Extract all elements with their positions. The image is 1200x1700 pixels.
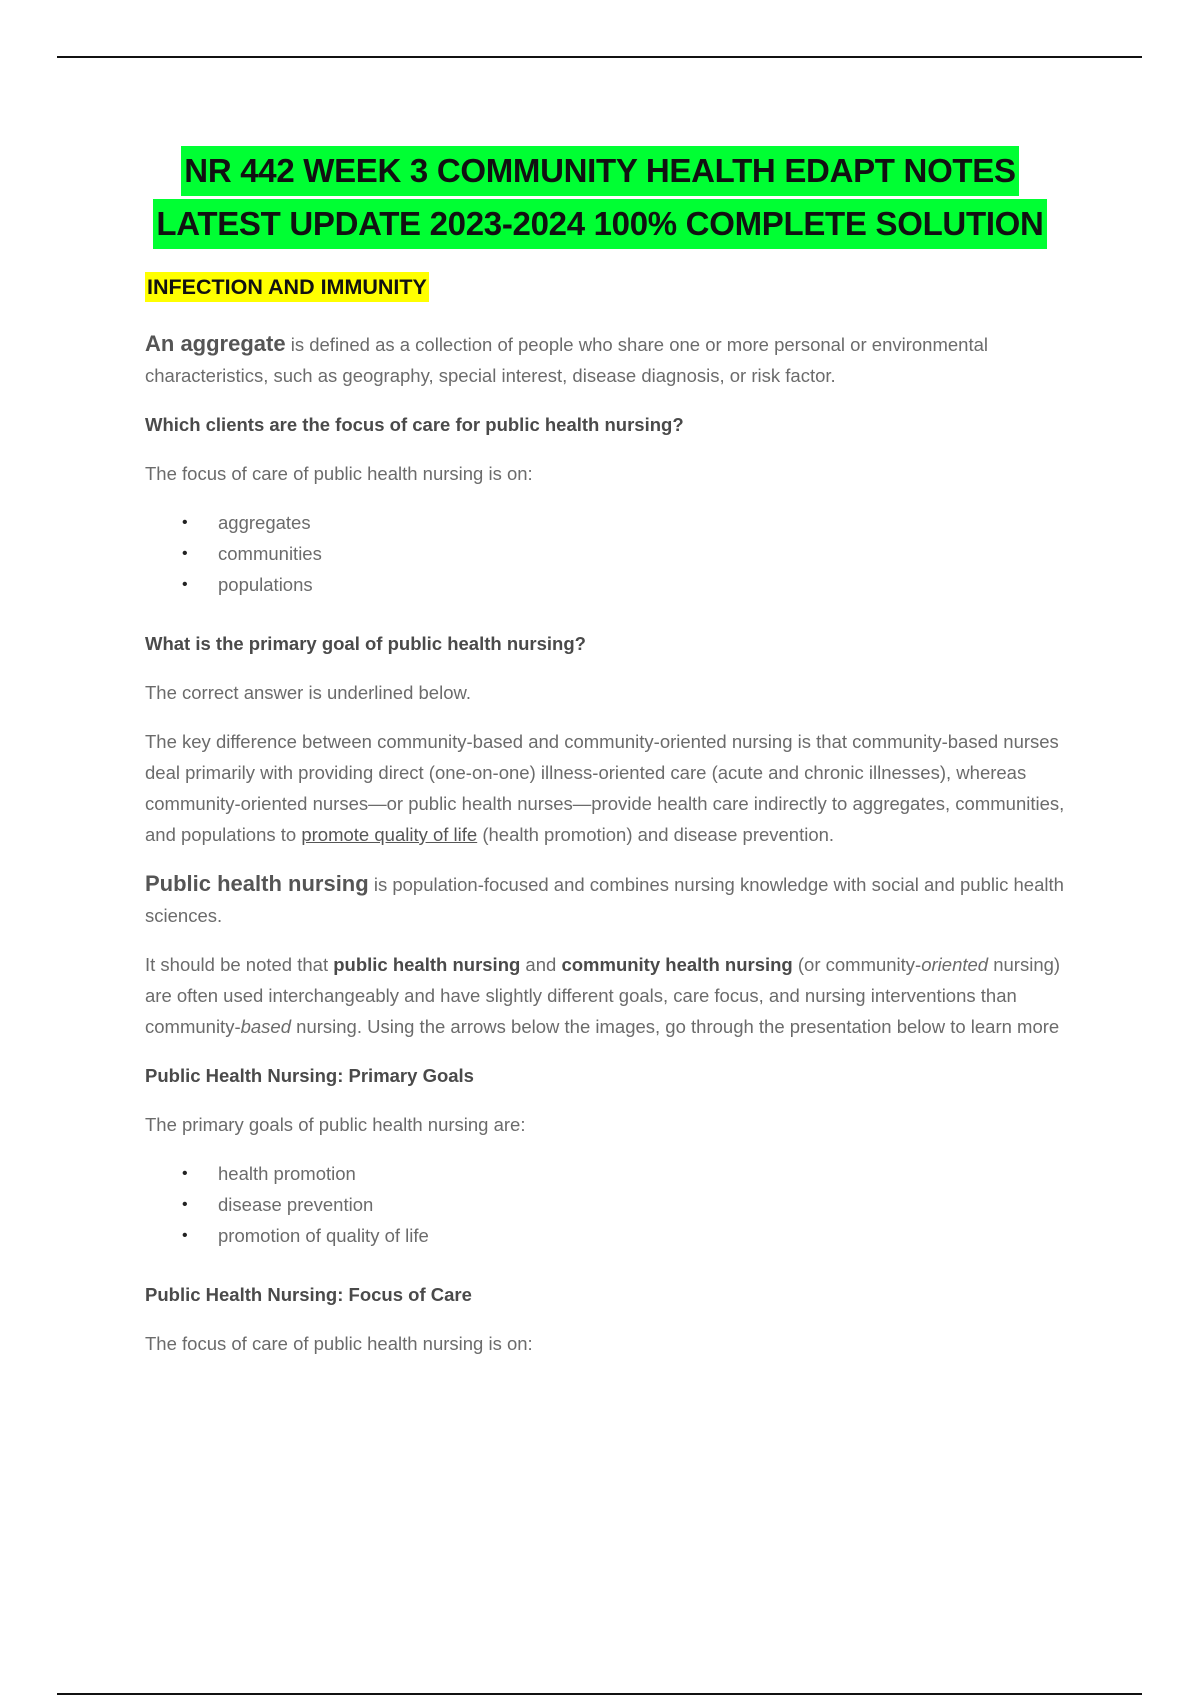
focus-of-care-heading: Public Health Nursing: Focus of Care [145, 1284, 472, 1305]
answer-note: The correct answer is underlined below. [145, 682, 471, 703]
question-primary-goal: What is the primary goal of public health nursing? [145, 633, 586, 654]
focus-intro: The focus of care of public health nursing is on: [145, 463, 533, 484]
section-heading: INFECTION AND IMMUNITY [145, 272, 429, 302]
list-item: • aggregates [182, 507, 1080, 538]
phn-definition: Public health nursing is population-focused and combines nursing knowledge with social and public health sciences. [145, 871, 1064, 926]
list-item: • health promotion [182, 1158, 1080, 1189]
list-item: • disease prevention [182, 1189, 1080, 1220]
aggregate-term: An aggregate [145, 331, 286, 356]
primary-goals-heading: Public Health Nursing: Primary Goals [145, 1065, 474, 1086]
aggregate-definition [145, 328, 1080, 391]
title-line-1: NR 442 WEEK 3 COMMUNITY HEALTH EDAPT NOTES [181, 146, 1018, 196]
interchange-paragraph: It should be noted that public health nursing and community health nursing (or community-oriented nursing) are often used interchangeably and have slightly different goals, care focus, and nursing interventions than community-based nursing. Using the arrows below the images, go through the presentation below to learn more [145, 954, 1061, 1037]
list-item: • communities [182, 538, 1080, 569]
phn-term: Public health nursing [145, 871, 369, 896]
title-line-2: LATEST UPDATE 2023-2024 100% COMPLETE SOLUTION [153, 199, 1046, 249]
question-focus-of-care: Which clients are the focus of care for public health nursing? [145, 414, 684, 435]
top-divider [57, 56, 1142, 58]
list-item: • promotion of quality of life [182, 1220, 1080, 1251]
goals-list [182, 1158, 1080, 1251]
underlined-answer: promote quality of life [301, 824, 478, 845]
bottom-divider [57, 1693, 1142, 1695]
document-title [0, 146, 1200, 252]
aggregate-text: is defined as a collection of people who share one or more personal or environmental characteristics, such as geography, special interest, disease diagnosis, or risk factor. [145, 334, 988, 386]
focus-of-care-intro: The focus of care of public health nursing is on: [145, 1333, 533, 1354]
list-item: • populations [182, 569, 1080, 600]
primary-goals-intro: The primary goals of public health nursing are: [145, 1114, 526, 1135]
focus-list [182, 507, 1080, 600]
key-difference-paragraph: The key difference between community-based and community-oriented nursing is that community-based nurses deal primarily with providing direct (one-on-one) illness-oriented care (acute and chronic illnesses), whereas community-oriented nurses—or public health nurses—provide health care indirectly to aggregates, communities, and populations to promote quality of life (health promotion) and disease prevention. [145, 731, 1065, 845]
document-body [145, 272, 1080, 1377]
